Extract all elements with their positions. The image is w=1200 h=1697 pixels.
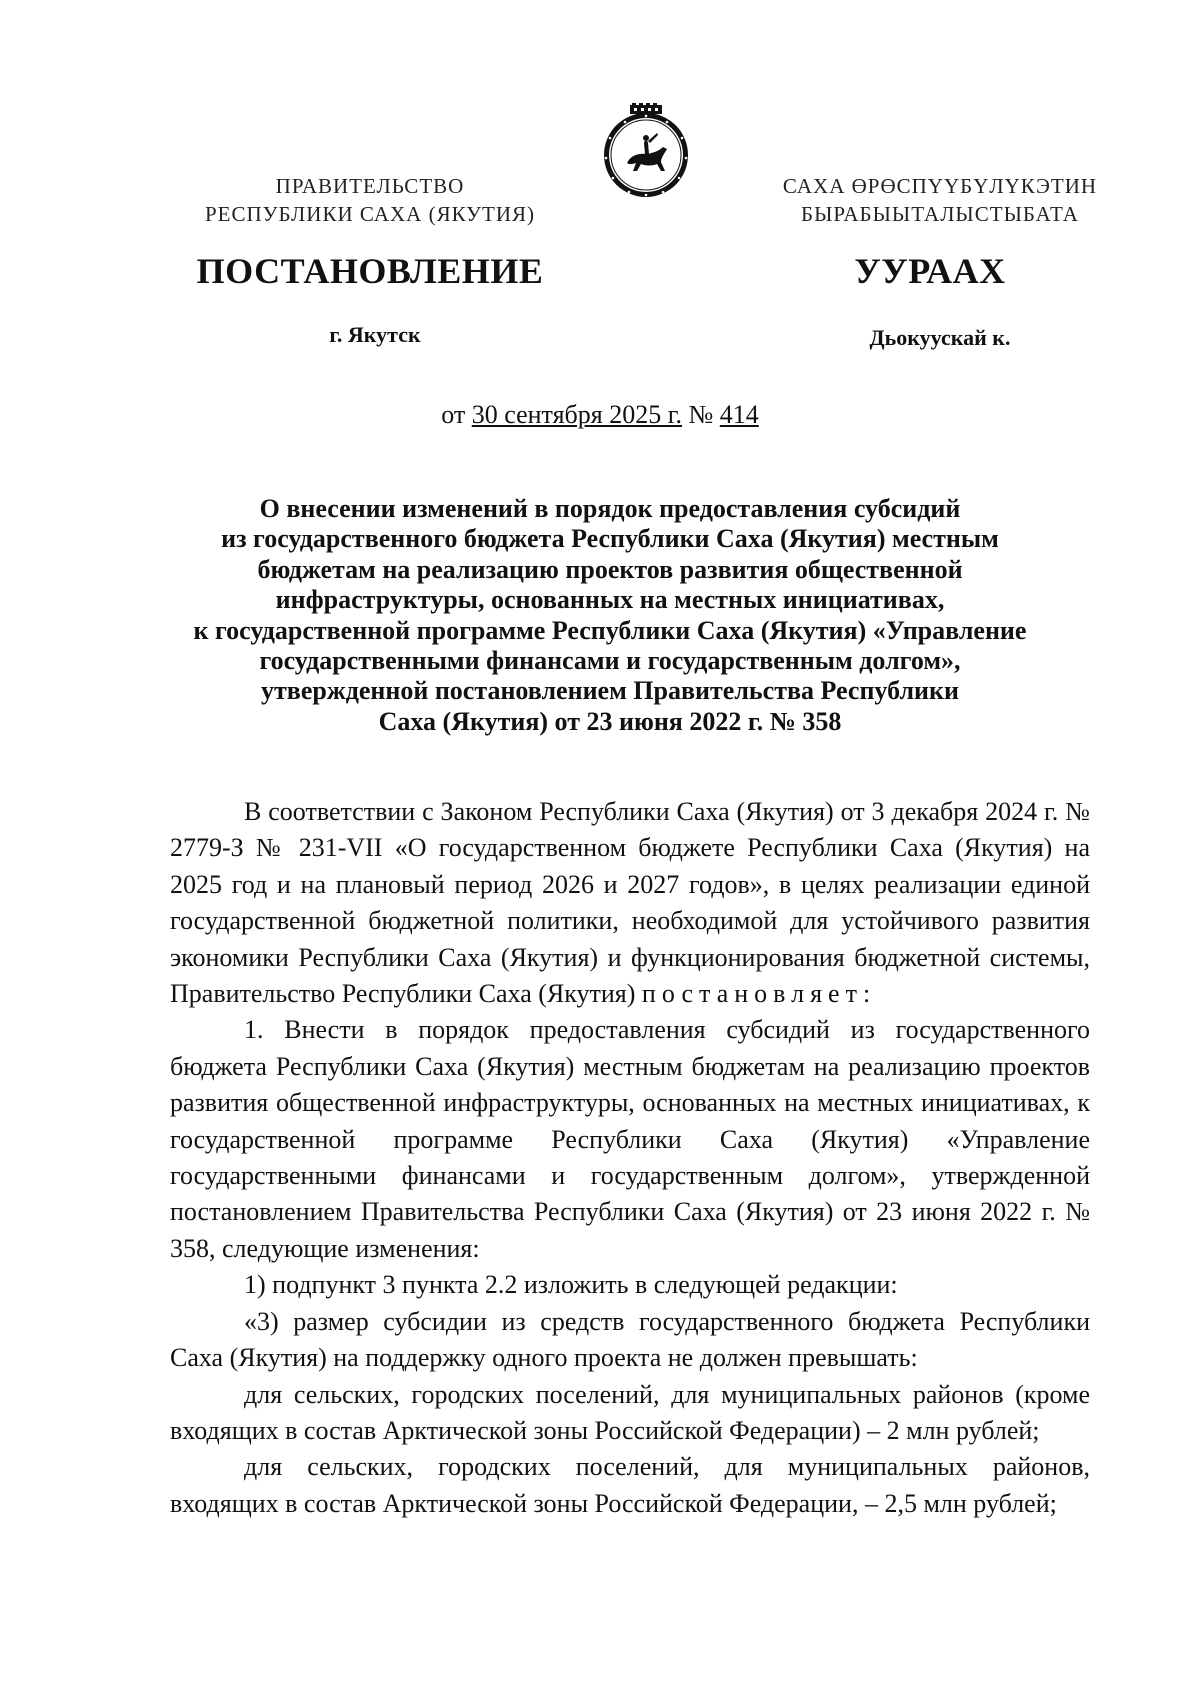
coat-of-arms-emblem-icon [601,103,691,203]
paragraph-quote-start: «3) размер субсидии из средств государственного бюджета Республики Саха (Якутия) на поддержку одного проекта не должен превышать: [170,1306,1090,1373]
preamble-text: В соответствии с Законом Республики Саха (Якутия) от 3 декабря 2024 г. № 2779-З № 231-VII «О государственном бюджете Республики Саха (Якутия) на 2025 год и на плановый период 2026 и 2027 годов», в целях реализации единой государственной бюджетной политики, необходимой для устойчивого развития экономики Республики Саха (Якутия) и функционирования бюджетной системы, Правительство Республики Саха (Якутия) [170,797,1090,1009]
document-title [170,494,1050,737]
title-line: Саха (Якутия) от 23 июня 2022 г. № 358 [378,706,842,736]
document-body [170,794,1090,1522]
title-line: бюджетам на реализацию проектов развития общественной [257,554,963,584]
government-name-ru-line1: ПРАВИТЕЛЬСТВО [275,174,465,198]
title-line: к государственной программе Республики Саха (Якутия) «Управление [193,615,1027,645]
document-number: 414 [719,400,759,429]
paragraph-subitem-1: 1) подпункт 3 пункта 2.2 изложить в следующей редакции: [244,1270,898,1300]
city-sakha: Дьокуускай к. [869,325,1011,350]
title-line: О внесении изменений в порядок предоставления субсидий [259,494,961,523]
title-line: из государственного бюджета Республики Саха (Якутия) местным [221,524,999,554]
government-name-ru-line2: РЕСПУБЛИКИ САХА (ЯКУТИЯ) [204,202,536,226]
title-line: утвержденной постановлением Правительства Республики [261,676,959,706]
number-label: № [681,400,720,429]
resolves-word: постановляет [641,979,863,1009]
government-name-ru [160,172,580,228]
government-name-sakha-line1: САХА ӨРӨСПҮҮБҮЛҮКЭТИН [782,174,1098,198]
paragraph-limit-arctic: для сельских, городских поселений, для муниципальных районов, входящих в состав Арктической зоны Российской Федерации, – 2,5 млн рублей; [170,1452,1090,1518]
doc-type-ru: ПОСТАНОВЛЕНИЕ [196,251,544,291]
doc-type-sakha: УУРААХ [854,251,1006,291]
date-number-line [0,400,1200,430]
date-prefix: от [441,400,472,429]
city-ru: г. Якутск [329,322,421,347]
paragraph-item-1: 1. Внести в порядок предоставления субсидий из государственного бюджета Республики Саха (Якутия) местным бюджетам на реализацию проектов развития общественной инфраструктуры, основанных на местных инициативах, к государственной программе Республики Саха (Якутия) «Управление государственными финансами и государственным долгом», утвержденной постановлением Правительства Республики Саха (Якутия) от 23 июня 2022 г. № 358, следующие изменения: [170,1015,1090,1263]
paragraph-preamble [170,794,1090,1012]
preamble-end: : [862,979,871,1009]
government-name-sakha [740,172,1140,228]
title-line: инфраструктуры, основанных на местных инициативах, [275,585,945,615]
document-date: 30 сентября 2025 г. [471,400,682,429]
title-line: государственными финансами и государственным долгом», [259,646,961,676]
paragraph-limit-general: для сельских, городских поселений, для муниципальных районов (кроме входящих в состав Арктической зоны Российской Федерации) – 2 млн рублей; [170,1379,1090,1445]
government-name-sakha-line2: БЫРАБЫЫТАЛЫСТЫБАТА [801,202,1079,226]
